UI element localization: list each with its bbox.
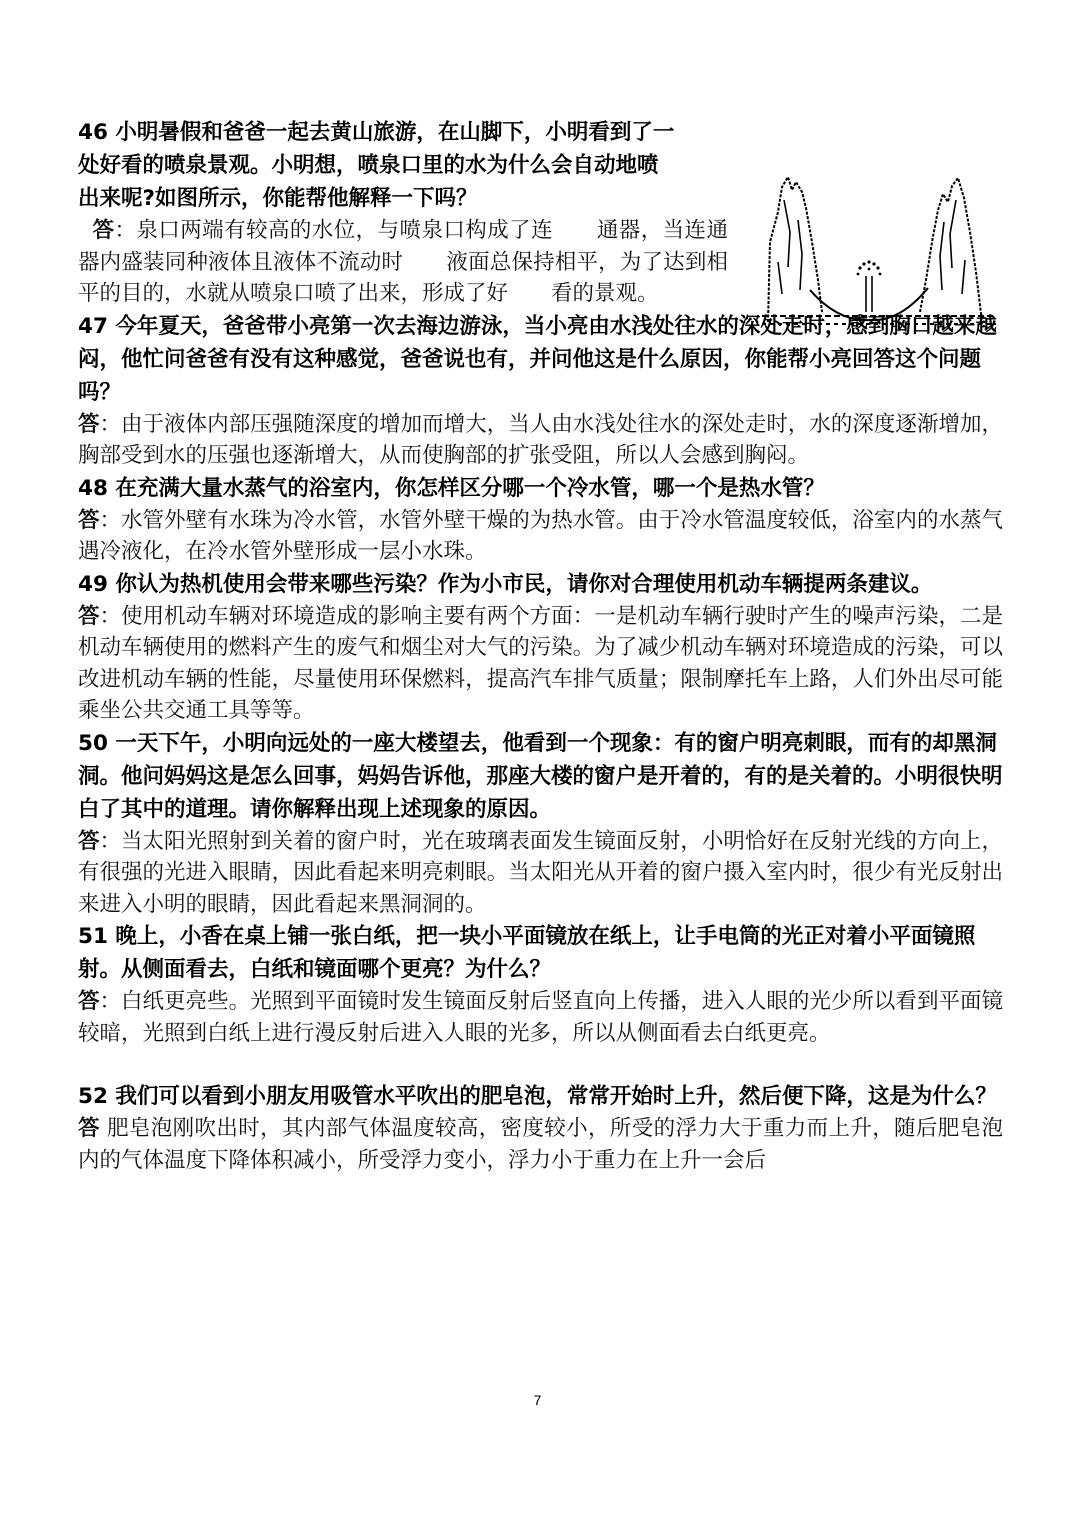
fountain-spray: [857, 260, 882, 275]
question-49: 49 你认为热机使用会带来哪些污染？作为小市民，请你对合理使用机动车辆提两条建议。: [78, 571, 933, 597]
question-46: 46 小明暑假和爸爸一起去黄山旅游，在山脚下，小明看到了一处好看的喷泉景观。小明想，喷泉口里的水为什么会自动地喷出来呢?如图所示，你能帮他解释一下吗？: [78, 120, 675, 211]
page-number: 7: [533, 1392, 542, 1408]
answer-text: ：当太阳光照射到关着的窗户时，光在玻璃表面发生镜面反射，小明恰好在反射光线的方向上，有很强的光进入眼睛，因此看起来明亮刺眼。当太阳光从开着的窗户摄入室内时，很少有光反射出来进入小明的眼睛，因此看起来黑洞洞的。: [78, 828, 1003, 917]
question-block-49: [78, 568, 1003, 727]
question-block-48: [78, 472, 1003, 568]
question-block-52: [78, 1080, 1003, 1176]
left-mountain-outline: [768, 177, 822, 322]
answer-label: 答: [78, 507, 100, 533]
answer-text: ：水管外壁有水珠为冷水管，水管外壁干燥的为热水管。由于冷水管温度较低，浴室内的水蒸气遇冷液化，在冷水管外壁形成一层小水珠。: [78, 507, 1003, 564]
question-50: 50 一天下午，小明向远处的一座大楼望去，他看到一个现象：有的窗户明亮刺眼，而有的却黑洞洞。他问妈妈这是怎么回事，妈妈告诉他，那座大楼的窗户是开着的，有的是关着的。小明很快明白了其中的道理。请你解释出现上述现象的原因。: [78, 730, 1003, 822]
answer-text: ：泉口两端有较高的水位，与喷泉口构成了连 通器，当连通器内盛装同种液体且液体不流动时 液面总保持相平，为了达到相平的目的，水就从喷泉口喷了出来，形成了好 看的景观。: [78, 218, 728, 306]
question-47: 47 今年夏天，爸爸带小亮第一次去海边游泳，当小亮由水浅处往水的深处走时，感到胸口越来越闷，他忙问爸爸有没有这种感觉，爸爸说也有，并问他这是什么原因，你能帮小亮回答这个问题吗？: [78, 313, 997, 405]
answer-47: [78, 409, 1003, 472]
question-block-50: [78, 727, 1003, 921]
answer-text: 肥皂泡刚吹出时，其内部气体温度较高，密度较小，所受的浮力大于重力而上升，随后肥皂泡内的气体温度下降体积减小，所受浮力变小，浮力小于重力在上升一会后: [78, 1116, 1003, 1173]
question-52: 52 我们可以看到小朋友用吸管水平吹出的肥皂泡，常常开始时上升，然后便下降，这是为什么？: [78, 1084, 997, 1109]
answer-48: [78, 505, 1003, 568]
spacer: [78, 1049, 1003, 1080]
answer-52: [78, 1113, 1003, 1176]
fountain-mountains-diagram: [760, 172, 1000, 334]
answer-label: 答: [78, 989, 100, 1014]
answer-text: ：白纸更亮些。光照到平面镜时发生镜面反射后竖直向上传播，进入人眼的光少所以看到平面镜较暗，光照到白纸上进行漫反射后进入人眼的光多，所以从侧面看去白纸更亮。: [78, 989, 1003, 1046]
answer-label: 答: [78, 411, 100, 437]
question-48: 48 在充满大量水蒸气的浴室内，你怎样区分哪一个冷水管，哪一个是热水管？: [78, 475, 825, 501]
answer-label: 答: [78, 828, 100, 854]
answer-51: [78, 986, 1003, 1049]
question-block-46: [78, 116, 728, 310]
answer-50: [78, 826, 1003, 921]
answer-46: [78, 215, 728, 310]
answer-text: ：使用机动车辆对环境造成的影响主要有两个方面：一是机动车辆行驶时产生的噪声污染，二是机动车辆使用的燃料产生的废气和烟尘对大气的污染。为了减少机动车辆对环境造成的污染，可以改进机动车辆的性能，尽量使用环保燃料，提高汽车排气质量；限制摩托车上路，人们外出尽可能乘坐公共交通工具等等。: [78, 603, 1003, 723]
answer-label: 答: [92, 218, 115, 243]
left-mountain-ridge: [778, 200, 802, 294]
question-51: 51 晚上，小香在桌上铺一张白纸，把一块小平面镜放在纸上，让手电筒的光正对着小平面镜照射。从侧面看去，白纸和镜面哪个更亮？为什么？: [78, 924, 976, 982]
right-mountain-ridge: [940, 200, 965, 294]
question-block-51: [78, 920, 1003, 1049]
answer-text: ：由于液体内部压强随深度的增加而增大，当人由水浅处往水的深处走时，水的深度逐渐增加，胸部受到水的压强也逐渐增大，从而使胸部的扩张受阻，所以人会感到胸闷。: [78, 411, 1003, 468]
answer-49: [78, 601, 1003, 727]
answer-label: 答: [78, 1116, 100, 1141]
answer-label: 答: [78, 603, 100, 629]
